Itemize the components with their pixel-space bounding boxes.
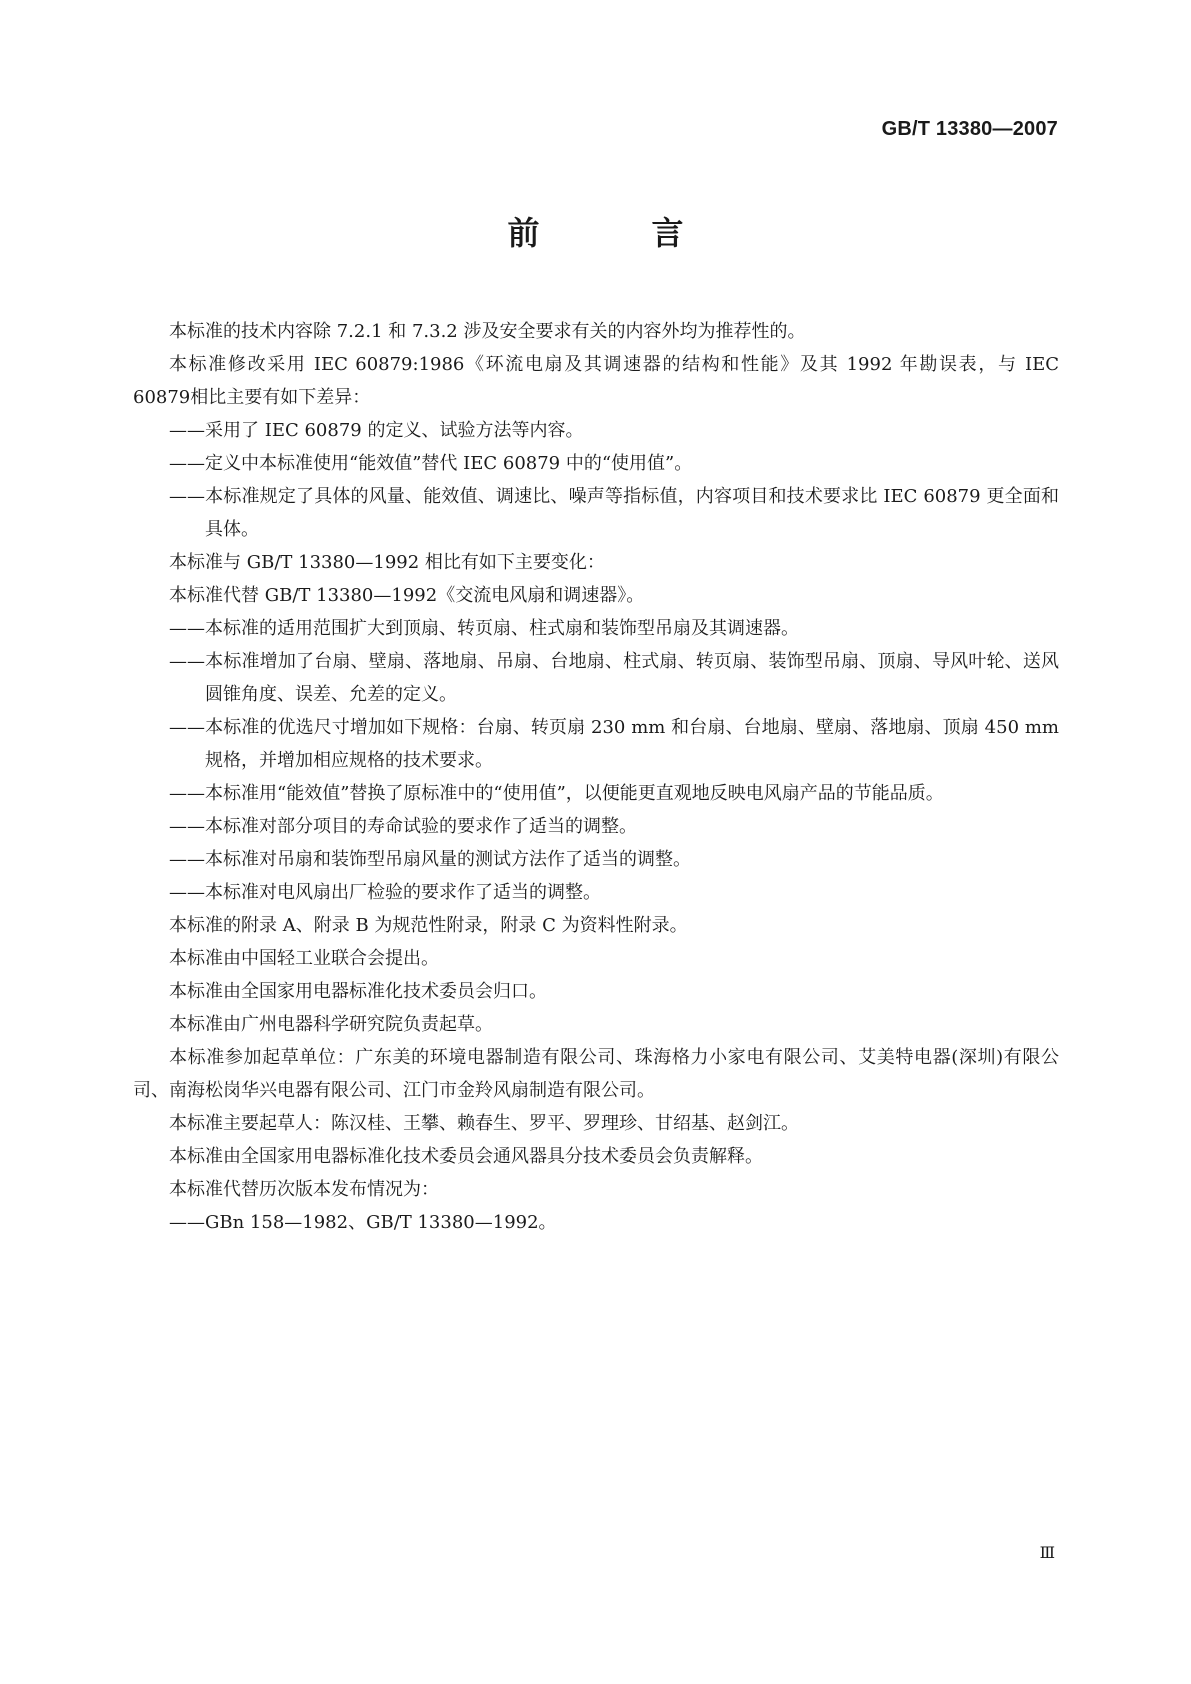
list-item: ——本标准对部分项目的寿命试验的要求作了适当的调整。 [169,816,637,837]
standard-code: GB/T 13380—2007 [881,118,1058,140]
paragraph: 本标准由广州电器科学研究院负责起草。 [169,1014,493,1035]
list-item: ——本标准增加了台扇、壁扇、落地扇、吊扇、台地扇、柱式扇、转页扇、装饰型吊扇、顶扇、导风叶轮、送风圆锥角度、误差、允差的定义。 [169,651,1059,705]
list-item: ——本标准规定了具体的风量、能效值、调速比、噪声等指标值，内容项目和技术要求比 IEC 60879 更全面和具体。 [169,486,1059,540]
paragraph: 本标准的附录 A、附录 B 为规范性附录，附录 C 为资料性附录。 [169,915,688,936]
paragraph: 本标准与 GB/T 13380—1992 相比有如下主要变化： [169,552,605,573]
list-item: ——本标准的适用范围扩大到顶扇、转页扇、柱式扇和装饰型吊扇及其调速器。 [169,618,799,639]
paragraph: 本标准由中国轻工业联合会提出。 [169,948,439,969]
page-number: Ⅲ [1039,1543,1055,1562]
page-title: 前 言 [507,214,724,252]
list-item: ——GBn 158—1982、GB/T 13380—1992。 [169,1212,557,1233]
list-item: ——本标准用“能效值”替换了原标准中的“使用值”，以便能更直观地反映电风扇产品的节能品质。 [169,783,944,804]
foreword-body [133,315,1059,1239]
list-item: ——采用了 IEC 60879 的定义、试验方法等内容。 [169,420,584,441]
list-item: ——本标准对吊扇和装饰型吊扇风量的测试方法作了适当的调整。 [169,849,691,870]
list-item: ——定义中本标准使用“能效值”替代 IEC 60879 中的“使用值”。 [169,453,693,474]
paragraph: 本标准代替 GB/T 13380—1992《交流电风扇和调速器》。 [169,585,645,606]
paragraph: 本标准由全国家用电器标准化技术委员会通风器具分技术委员会负责解释。 [169,1146,763,1167]
paragraph: 本标准的技术内容除 7.2.1 和 7.3.2 涉及安全要求有关的内容外均为推荐性的。 [169,321,806,342]
paragraph: 本标准参加起草单位：广东美的环境电器制造有限公司、珠海格力小家电有限公司、艾美特电器(深圳)有限公司、南海松岗华兴电器有限公司、江门市金羚风扇制造有限公司。 [133,1047,1059,1101]
paragraph: 本标准主要起草人：陈汉桂、王攀、赖春生、罗平、罗理珍、甘绍基、赵剑江。 [169,1113,799,1134]
list-item: ——本标准对电风扇出厂检验的要求作了适当的调整。 [169,882,601,903]
paragraph: 本标准由全国家用电器标准化技术委员会归口。 [169,981,547,1002]
paragraph: 本标准修改采用 IEC 60879:1986《环流电扇及其调速器的结构和性能》及其 1992 年勘误表，与 IEC 60879相比主要有如下差异： [133,354,1059,408]
paragraph: 本标准代替历次版本发布情况为： [169,1179,439,1200]
list-item: ——本标准的优选尺寸增加如下规格：台扇、转页扇 230 mm 和台扇、台地扇、壁扇、落地扇、顶扇 450 mm 规格，并增加相应规格的技术要求。 [169,717,1059,771]
